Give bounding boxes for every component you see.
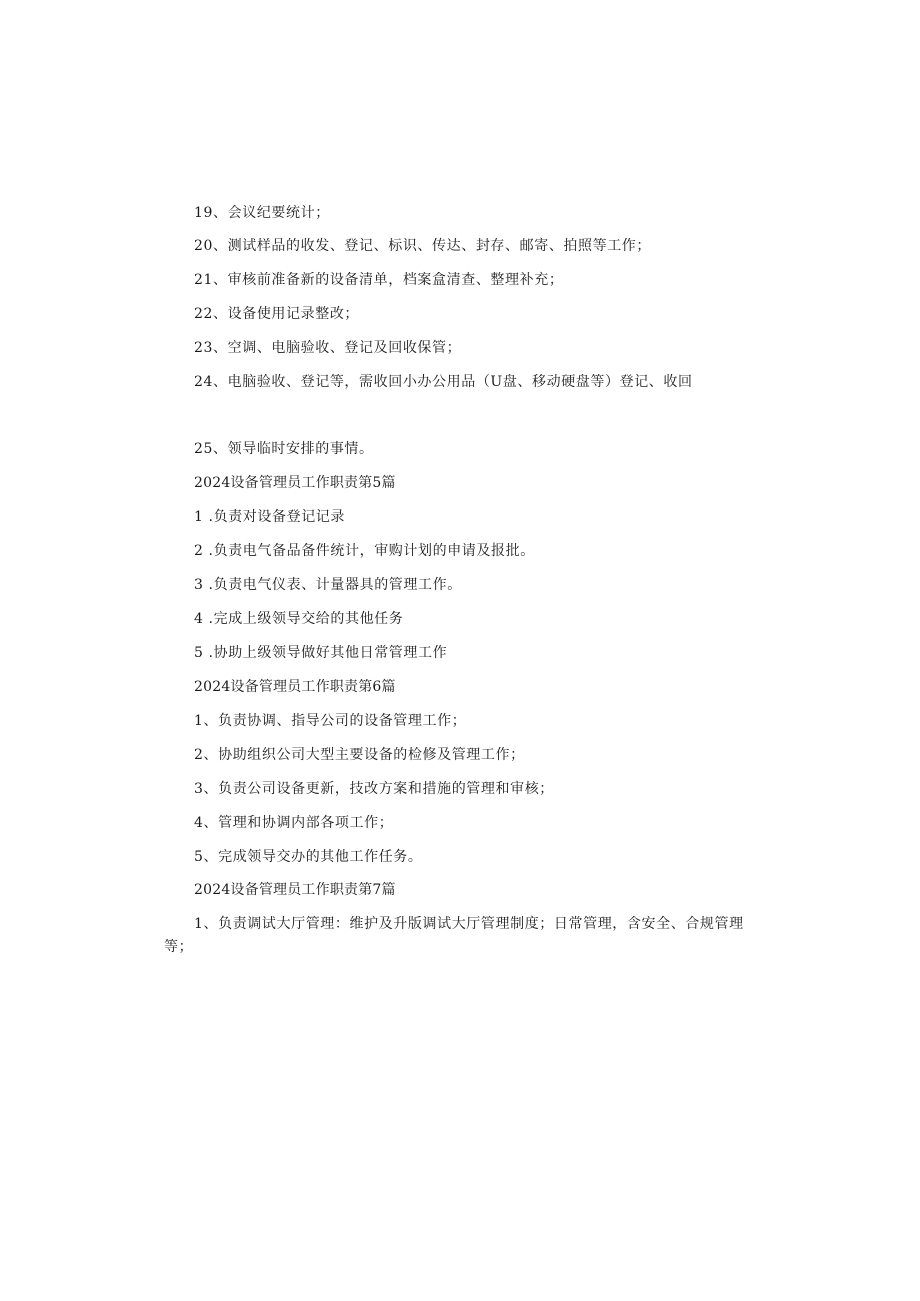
list-item: 20、测试样品的收发、登记、标识、传达、封存、邮寄、拍照等工作； [194, 238, 652, 254]
list-item: 23、空调、电脑验收、登记及回收保管； [194, 340, 462, 356]
list-item: 3 .负责电气仪表、计量器具的管理工作。 [194, 577, 462, 593]
list-item: 19、会议纪要统计； [194, 205, 330, 221]
section-heading: 2024设备管理员工作职责第6篇 [194, 679, 396, 695]
section-heading: 2024设备管理员工作职责第7篇 [194, 882, 396, 898]
list-item: 5、完成领导交办的其他工作任务。 [194, 849, 423, 865]
list-item: 24、电脑验收、登记等，需收回小办公用品（U盘、移动硬盘等）登记、收回 [194, 374, 693, 390]
list-item: 5 .协助上级领导做好其他日常管理工作 [194, 645, 448, 661]
list-item: 1 .负责对设备登记记录 [194, 509, 346, 525]
list-item: 2 .负责电气备品备件统计，审购计划的申请及报批。 [194, 543, 535, 559]
list-item: 2、协助组织公司大型主要设备的检修及管理工作； [194, 747, 525, 763]
list-item: 4 .完成上级领导交给的其他任务 [194, 611, 404, 627]
list-item: 25、领导临时安排的事情。 [194, 441, 374, 457]
list-item: 4、管理和协调内部各项工作； [194, 815, 394, 831]
list-item: 1、负责调试大厅管理：维护及升版调试大厅管理制度；日常管理，含安全、合规管理等； [164, 916, 744, 955]
list-item: 3、负责公司设备更新，技改方案和措施的管理和审核； [194, 781, 554, 797]
section-heading: 2024设备管理员工作职责第5篇 [194, 475, 396, 491]
list-item: 1、负责协调、指导公司的设备管理工作； [194, 713, 467, 729]
list-item: 22、设备使用记录整改； [194, 306, 360, 322]
list-item: 21、审核前准备新的设备清单，档案盒清查、整理补充； [194, 272, 564, 288]
